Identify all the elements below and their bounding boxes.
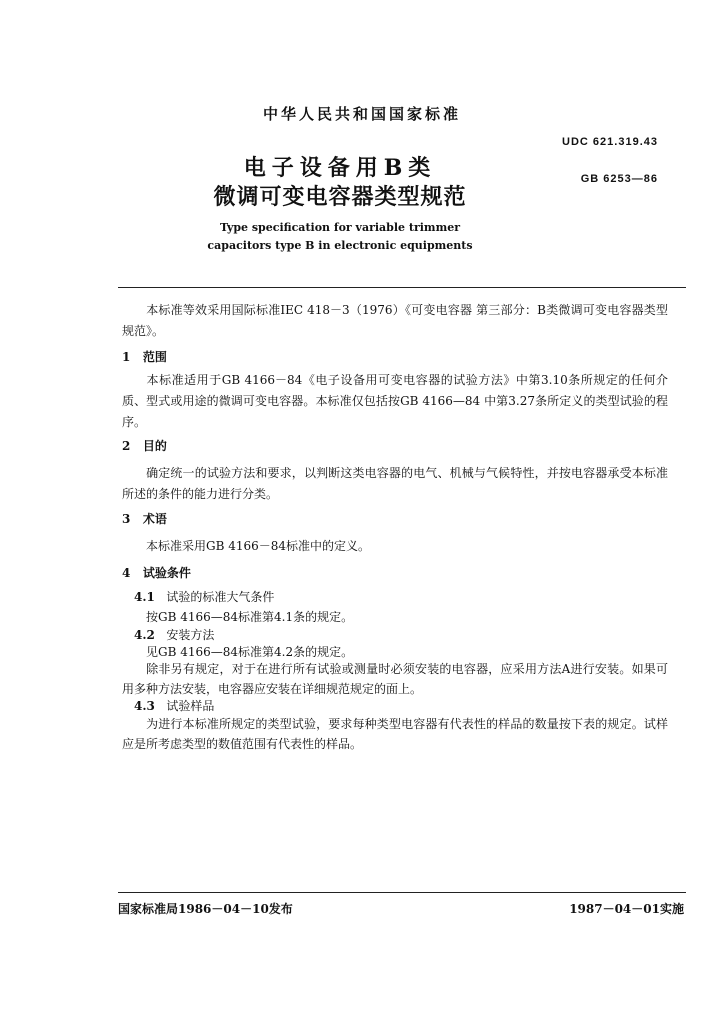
issue-date: 国家标准局1986－04－10发布 bbox=[118, 902, 293, 916]
section-4-1-heading bbox=[134, 589, 274, 605]
section-4-2-body: 除非另有规定，对于在进行所有试验或测量时必须安装的电容器，应采用方法A进行安装。如果可用多种方法安装，电容器应安装在详细规范规定的面上。 bbox=[122, 662, 668, 696]
section-3-heading bbox=[122, 511, 167, 527]
section-4-1-number: 4.1 bbox=[134, 590, 155, 604]
title-zh-line1: 电子设备用B类 bbox=[243, 155, 437, 181]
section-4-1-title: 试验的标准大气条件 bbox=[166, 590, 275, 604]
section-3-body: 本标准采用GB 4166－84标准中的定义。 bbox=[146, 539, 371, 553]
effective-date: 1987－04－01实施 bbox=[569, 902, 684, 916]
section-4-heading bbox=[122, 565, 191, 581]
section-2-title: 目的 bbox=[142, 439, 167, 453]
section-2-number: 2 bbox=[122, 439, 131, 453]
section-3-number: 3 bbox=[122, 512, 131, 526]
gb-number: GB 6253—86 bbox=[580, 173, 658, 185]
title-en-line1: Type specification for variable trimmer bbox=[219, 221, 461, 234]
intro-text: 本标准等效采用国际标准IEC 418－3（1976）《可变电容器 第三部分：B类微调可变电容器类型规范》。 bbox=[122, 303, 668, 338]
section-1-number: 1 bbox=[122, 350, 131, 364]
section-1-title: 范围 bbox=[142, 350, 167, 364]
header-divider bbox=[118, 287, 686, 288]
intro-paragraph bbox=[122, 300, 668, 342]
section-3-title: 术语 bbox=[142, 512, 167, 526]
title-zh-line2: 微调可变电容器类型规范 bbox=[213, 184, 467, 210]
section-1-text bbox=[122, 370, 668, 433]
section-4-3-title: 试验样品 bbox=[166, 699, 215, 713]
standard-header: 中华人民共和国国家标准 bbox=[262, 105, 461, 123]
section-4-1-text: 按GB 4166—84标准第4.1条的规定。 bbox=[146, 610, 354, 624]
section-4-3-heading bbox=[134, 698, 214, 714]
section-4-3-text bbox=[122, 714, 668, 754]
section-4-2-title: 安装方法 bbox=[166, 628, 215, 642]
title-en-line2: capacitors type B in electronic equipments bbox=[207, 239, 473, 252]
section-4-2-heading bbox=[134, 627, 214, 643]
section-4-2-text1: 见GB 4166—84标准第4.2条的规定。 bbox=[146, 645, 354, 659]
section-4-2-number: 4.2 bbox=[134, 628, 155, 642]
section-4-title: 试验条件 bbox=[142, 566, 191, 580]
section-2-heading bbox=[122, 438, 167, 454]
section-1-heading bbox=[122, 349, 167, 365]
footer-divider bbox=[118, 892, 686, 893]
section-2-text bbox=[122, 463, 668, 505]
section-3-text bbox=[122, 536, 668, 557]
udc-code: UDC 621.319.43 bbox=[562, 136, 658, 148]
section-4-2-text2 bbox=[122, 659, 668, 699]
section-4-3-body: 为进行本标准所规定的类型试验，要求每种类型电容器有代表性的样品的数量按下表的规定。试样应是所考虑类型的数值范围有代表性的样品。 bbox=[122, 717, 668, 751]
section-4-3-number: 4.3 bbox=[134, 699, 155, 713]
section-2-body: 确定统一的试验方法和要求，以判断这类电容器的电气、机械与气候特性，并按电容器承受本标准所述的条件的能力进行分类。 bbox=[122, 466, 668, 501]
section-4-number: 4 bbox=[122, 566, 131, 580]
section-1-body: 本标准适用于GB 4166－84《电子设备用可变电容器的试验方法》中第3.10条所规定的任何介质、型式或用途的微调可变电容器。本标准仅包括按GB 4166—84 中第3.27条所定义的类型试验的程序。 bbox=[122, 373, 668, 429]
